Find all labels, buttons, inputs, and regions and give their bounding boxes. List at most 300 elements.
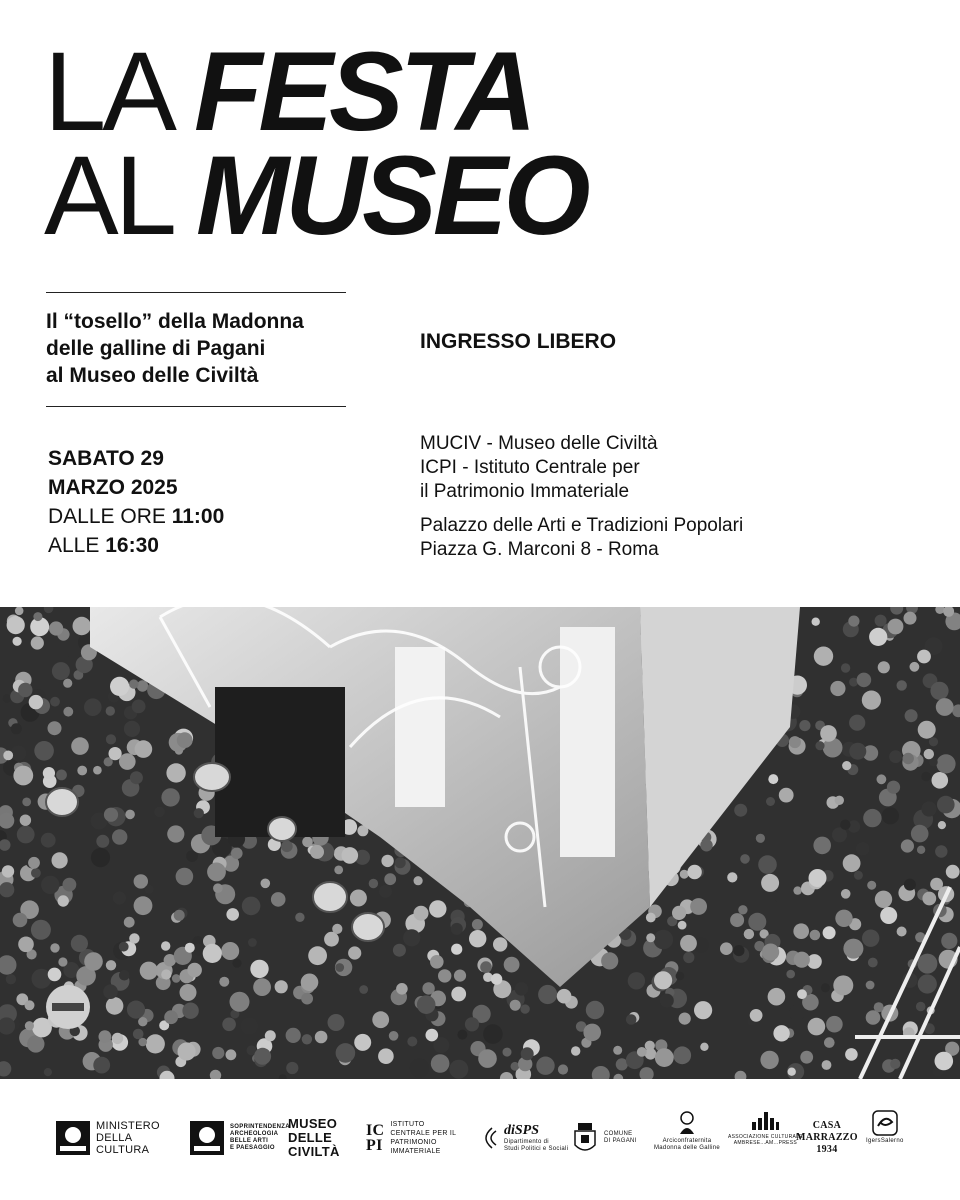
crowd-head [25, 1000, 35, 1010]
crowd-head [862, 930, 879, 947]
crowd-head [275, 980, 288, 993]
crowd-head [203, 944, 222, 963]
crowd-head [342, 847, 359, 864]
crowd-head [161, 788, 179, 806]
crowd-head [99, 1030, 112, 1043]
crowd-head [903, 753, 914, 764]
crowd-head [429, 900, 446, 917]
logo-disps [478, 1110, 568, 1166]
free-entry-label: INGRESSO LIBERO [420, 330, 617, 353]
crowd-head [194, 808, 204, 818]
crowd-head [679, 1013, 691, 1025]
crowd-head [740, 854, 750, 864]
logo-arciconfraternita [654, 1110, 720, 1166]
crowd-head [924, 749, 934, 759]
crowd-head [810, 930, 821, 941]
venue-info [420, 432, 743, 562]
crowd-head [905, 709, 918, 722]
crowd-head [916, 1002, 926, 1012]
crowd-head [378, 1048, 394, 1064]
crowd-head [786, 970, 795, 979]
crowd-head [182, 1003, 198, 1019]
crowd-illustration [0, 607, 960, 1079]
crowd-head [672, 906, 686, 920]
crowd-head [491, 973, 502, 984]
crowd-head [936, 698, 954, 716]
crowd-head [370, 956, 380, 966]
crowd-head [875, 615, 887, 627]
logo-ministero-cultura [56, 1110, 160, 1166]
crowd-head [359, 985, 368, 994]
crowd-head [869, 628, 887, 646]
crowd-head [848, 616, 859, 627]
crowd-head [586, 1001, 604, 1019]
crowd-head [52, 852, 68, 868]
crowd-head [286, 1028, 301, 1043]
crowd-head [213, 883, 223, 893]
subtitle-line-3: al Museo delle Civiltà [46, 364, 259, 387]
crowd-head [929, 737, 938, 746]
disps-sub: Dipartimento di Studi Politici e Sociali [504, 1139, 569, 1152]
crowd-head [222, 1018, 236, 1032]
crowd-head [34, 741, 54, 761]
crowd-head [730, 913, 744, 927]
crowd-head [835, 796, 844, 805]
subtitle-line-1: Il “tosello” della Madonna [46, 310, 304, 333]
crowd-head [843, 939, 863, 959]
crowd-head [129, 933, 139, 943]
event-start [48, 502, 224, 531]
crowd-head [372, 1011, 389, 1028]
crowd-head [750, 1009, 763, 1022]
partner-logos [0, 1100, 960, 1180]
venue-spacer [420, 504, 743, 514]
crowd-head [172, 974, 181, 983]
crowd-head [71, 737, 89, 755]
crowd-head [857, 673, 872, 688]
crowd-head [430, 955, 444, 969]
logo-icpi [366, 1110, 456, 1166]
crowd-head [395, 857, 406, 868]
crowd-head [510, 1000, 521, 1011]
crowd-head [174, 910, 185, 921]
crowd-head [77, 766, 87, 776]
venue-org-icpi-cont: il Patrimonio Immateriale [420, 481, 630, 502]
crowd-head [308, 946, 327, 965]
venue-place: Palazzo delle Arti e Tradizioni Popolari [420, 515, 744, 536]
crowd-head [478, 1049, 497, 1068]
crowd-head [146, 1034, 165, 1053]
igers-label: IgersSalerno [866, 1138, 904, 1144]
crowd-head [789, 736, 801, 748]
crowd-head [862, 691, 881, 710]
crowd-head [457, 1030, 467, 1040]
crowd-head [25, 1021, 34, 1030]
crowd-head [241, 1017, 259, 1035]
crowd-head [558, 1064, 568, 1074]
crowd-head [775, 890, 789, 904]
crowd-head [187, 963, 202, 978]
crowd-head [571, 1046, 580, 1055]
crowd-head [22, 798, 31, 807]
crowd-head [451, 923, 463, 935]
crowd-head [779, 788, 794, 803]
crowd-head [511, 1062, 520, 1071]
crowd-head [212, 1047, 224, 1059]
crowd-head [221, 942, 239, 960]
column-right [560, 627, 615, 857]
crowd-head [888, 619, 904, 635]
crowd-head [232, 959, 241, 968]
crowd-head [921, 772, 931, 782]
crowd-head [897, 927, 907, 937]
icpi-mark: IC PI [366, 1122, 385, 1154]
crowd-head [31, 636, 44, 649]
crowd-head [185, 943, 195, 953]
crowd-head [687, 865, 701, 879]
crowd-head [646, 933, 655, 942]
crowd-head [230, 992, 250, 1012]
crowd-head [271, 892, 286, 907]
crowd-head [835, 910, 852, 927]
crowd-head [660, 994, 674, 1008]
crowd-head [328, 1014, 345, 1031]
assoc-label: ASSOCIAZIONE CULTURALE AMBRESE...AM...PRESS [728, 1134, 803, 1146]
crowd-head [17, 826, 35, 844]
crowd-head [154, 807, 165, 818]
crowd-head [515, 982, 529, 996]
crowd-head [694, 1001, 712, 1019]
crowd-head [744, 929, 754, 939]
crowd-head [302, 837, 313, 848]
crowd-head [393, 944, 406, 957]
crowd-head [760, 1051, 778, 1069]
crowd-head [248, 938, 257, 947]
association-grid-icon [750, 1110, 780, 1132]
crowd-head [824, 1037, 835, 1048]
crowd-head [917, 650, 931, 664]
crowd-head [813, 837, 831, 855]
crowd-head [417, 995, 436, 1014]
crowd-head [821, 983, 830, 992]
crowd-head [700, 1043, 708, 1051]
crowd-head [768, 774, 778, 784]
crowd-head [880, 907, 897, 924]
crowd-head [866, 1010, 881, 1025]
crowd-head [226, 908, 239, 921]
crowd-head [110, 677, 129, 696]
crowd-head [106, 960, 116, 970]
crowd-head [890, 1059, 900, 1069]
crowd-head [324, 932, 339, 947]
crowd-head [454, 970, 466, 982]
no-entry-bar [52, 1003, 84, 1011]
crowd-head [336, 1043, 356, 1063]
crowd-head [938, 821, 946, 829]
crowd-head [451, 944, 462, 955]
start-time: 11:00 [171, 505, 225, 528]
muciv-label: MUSEO DELLE CIVILTÀ [288, 1116, 340, 1159]
subtitle [46, 308, 366, 389]
crowd-head [93, 1057, 110, 1074]
crowd-head [809, 869, 827, 887]
crowd-head [748, 913, 766, 931]
crowd-head [833, 975, 853, 995]
venue-org-icpi: ICPI - Istituto Centrale per [420, 457, 640, 478]
sabap-emblem-icon [190, 1121, 224, 1155]
crowd-head [11, 746, 26, 761]
crowd-head [814, 647, 833, 666]
disps-arc-icon [478, 1125, 498, 1151]
crowd-head [219, 977, 229, 987]
crowd-head [628, 972, 645, 989]
crowd-head [720, 942, 733, 955]
crowd-head [58, 895, 69, 906]
crowd-head [557, 989, 572, 1004]
crowd-head [849, 743, 866, 760]
crowd-head [930, 682, 948, 700]
crowd-head [854, 871, 863, 880]
crowd-head [503, 1048, 512, 1057]
crowd-head [58, 957, 67, 966]
crowd-head [673, 1046, 691, 1064]
crowd-head [379, 885, 392, 898]
crowd-head [3, 694, 11, 702]
crowd-head [127, 1001, 145, 1019]
crowd-head [332, 924, 342, 934]
crowd-head [301, 993, 313, 1005]
crowd-head [2, 865, 14, 877]
crowd-head [18, 683, 32, 697]
crowd-head [521, 1047, 534, 1060]
crowd-head [680, 870, 689, 879]
crowd-head [932, 772, 949, 789]
crowd-head [56, 770, 67, 781]
crowd-head [917, 954, 937, 974]
church-gate [215, 687, 345, 837]
crowd-head [125, 810, 135, 820]
crowd-head [438, 969, 451, 982]
crowd-head [921, 801, 936, 816]
crowd-head [140, 962, 158, 980]
crowd-head [734, 804, 747, 817]
sabap-label: SOPRINTENDENZA ARCHEOLOGIA BELLE ARTI E PAESAGGIO [230, 1124, 290, 1151]
crowd-head [369, 879, 378, 888]
crowd-head [793, 923, 809, 939]
crowd-head [302, 1034, 312, 1044]
crowd-head [106, 734, 116, 744]
crowd-head [135, 740, 153, 758]
crowd-head [863, 809, 881, 827]
crowd-head [794, 952, 810, 968]
title-word-al: AL [44, 133, 196, 258]
crowd-head [50, 943, 59, 952]
crowd-head [137, 680, 148, 691]
crowd-head [49, 621, 63, 635]
crowd-head [877, 774, 887, 784]
logo-comune-pagani [572, 1110, 637, 1166]
crowd-head [410, 1058, 430, 1078]
crowd-head [84, 952, 103, 971]
crowd-head [31, 920, 51, 940]
divider-bottom [46, 406, 346, 407]
crowd-head [897, 680, 907, 690]
crowd-head [138, 1017, 147, 1026]
crowd-head [918, 721, 936, 739]
crowd-head [840, 820, 850, 830]
crowd-head [414, 876, 423, 885]
event-month: MARZO 2025 [48, 476, 178, 499]
crowd-head [761, 874, 779, 892]
crowd-head [680, 935, 697, 952]
crowd-head [917, 846, 925, 854]
crowd-head [226, 1049, 237, 1060]
divider-top [46, 292, 346, 293]
crowd-head [129, 679, 138, 688]
crowd-head [469, 930, 486, 947]
crowd-head [946, 865, 960, 879]
crowd-head [403, 929, 420, 946]
crowd-head [822, 1060, 832, 1070]
title-line-2 [44, 133, 744, 258]
crowd-head [504, 957, 520, 973]
crowd-head [793, 886, 801, 894]
crowd-head [451, 987, 466, 1002]
crowd-head [654, 971, 672, 989]
crowd-head [112, 829, 127, 844]
crowd-head [882, 807, 899, 824]
marrazzo-label: CASA MARRAZZO 1934 [796, 1120, 858, 1155]
crowd-head [797, 989, 807, 999]
crowd-head [145, 885, 154, 894]
crowd-head [929, 758, 938, 767]
crowd-head [918, 974, 937, 993]
crowd-head [130, 771, 143, 784]
crowd-head [207, 863, 226, 882]
crowd-head [645, 1048, 657, 1060]
crowd-head [773, 1025, 789, 1041]
crowd-head [799, 720, 810, 731]
crowd-head [281, 841, 293, 853]
crowd-head [63, 878, 77, 892]
mic-emblem-icon [56, 1121, 90, 1155]
crowd-head [254, 1048, 271, 1065]
crowd-head [878, 661, 890, 673]
crowd-head [44, 1068, 52, 1076]
end-label: ALLE [48, 534, 106, 557]
crowd-head [63, 707, 73, 717]
end-time: 16:30 [105, 534, 159, 557]
crowd-head [937, 796, 955, 814]
crowd-head [13, 766, 33, 786]
title-word-museo: MUSEO [195, 133, 587, 258]
event-end [48, 531, 224, 560]
crowd-head [812, 618, 820, 626]
crowd-head [874, 1002, 884, 1012]
crowd-head [384, 873, 396, 885]
event-day: SABATO 29 [48, 447, 164, 470]
title-word-festa: FESTA [193, 29, 533, 154]
crowd-head [690, 898, 707, 915]
crowd-head [164, 1010, 178, 1024]
crowd-head [700, 839, 712, 851]
logo-museo-civilta [288, 1110, 340, 1166]
crowd-head [449, 1060, 468, 1079]
crowd-head [180, 984, 197, 1001]
arcicon-label: Arciconfraternita Madonna delle Galline [654, 1138, 721, 1151]
crowd-head [867, 881, 876, 890]
crowd-head [841, 889, 851, 899]
crowd-head [820, 725, 837, 742]
crowd-head [3, 751, 13, 761]
crowd-head [11, 723, 22, 734]
crowd-head [350, 890, 367, 907]
crowd-head [536, 1057, 554, 1075]
venue-org-muciv: MUCIV - Museo delle Civiltà [420, 433, 658, 454]
crowd-head [134, 896, 153, 915]
crowd-head [28, 857, 40, 869]
crowd-head [866, 981, 875, 990]
crowd-head [768, 988, 786, 1006]
crowd-head [29, 695, 43, 709]
crowd-head [901, 839, 914, 852]
crowd-head [335, 963, 344, 972]
crowd-head [124, 917, 135, 928]
crowd-head [480, 961, 492, 973]
crowd-head [637, 1047, 647, 1057]
crowd-head [583, 1024, 601, 1042]
crowd-head [119, 753, 136, 770]
crowd-head [265, 1030, 276, 1041]
crowd-head [889, 750, 902, 763]
crowd-head [106, 997, 124, 1015]
crowd-head [826, 1016, 843, 1033]
crowd-head [6, 974, 16, 984]
crowd-head [426, 1029, 439, 1042]
crowd-head [808, 1018, 826, 1036]
crowd-head [483, 1024, 503, 1044]
crowd-head [48, 968, 62, 982]
crowd-head [904, 879, 916, 891]
crowd-head [414, 906, 429, 921]
crowd-head [242, 897, 261, 916]
crowd-head [843, 854, 861, 872]
crowd-head [73, 617, 91, 635]
disps-label: diSPS [504, 1123, 540, 1138]
crowd-head [178, 1042, 196, 1060]
column-left [395, 647, 445, 807]
crowd-head [166, 763, 185, 782]
crowd-head [875, 891, 892, 908]
crowd-head [20, 815, 31, 826]
crowd-head [103, 984, 118, 999]
crowd-head [815, 741, 824, 750]
crowd-head [43, 767, 55, 779]
crowd-head [756, 834, 765, 843]
crowd-head [48, 721, 62, 735]
crowd-head [33, 612, 42, 621]
venue-address: Piazza G. Marconi 8 - Roma [420, 539, 659, 560]
crowd-head [71, 935, 88, 952]
crowd-head [493, 937, 507, 951]
crowd-head [626, 1014, 637, 1025]
crowd-head [472, 919, 483, 930]
crowd-head [841, 663, 850, 672]
crowd-head [295, 913, 304, 922]
crowd-head [286, 1062, 298, 1074]
logo-soprintendenza [190, 1110, 290, 1166]
crowd-head [655, 1048, 674, 1067]
